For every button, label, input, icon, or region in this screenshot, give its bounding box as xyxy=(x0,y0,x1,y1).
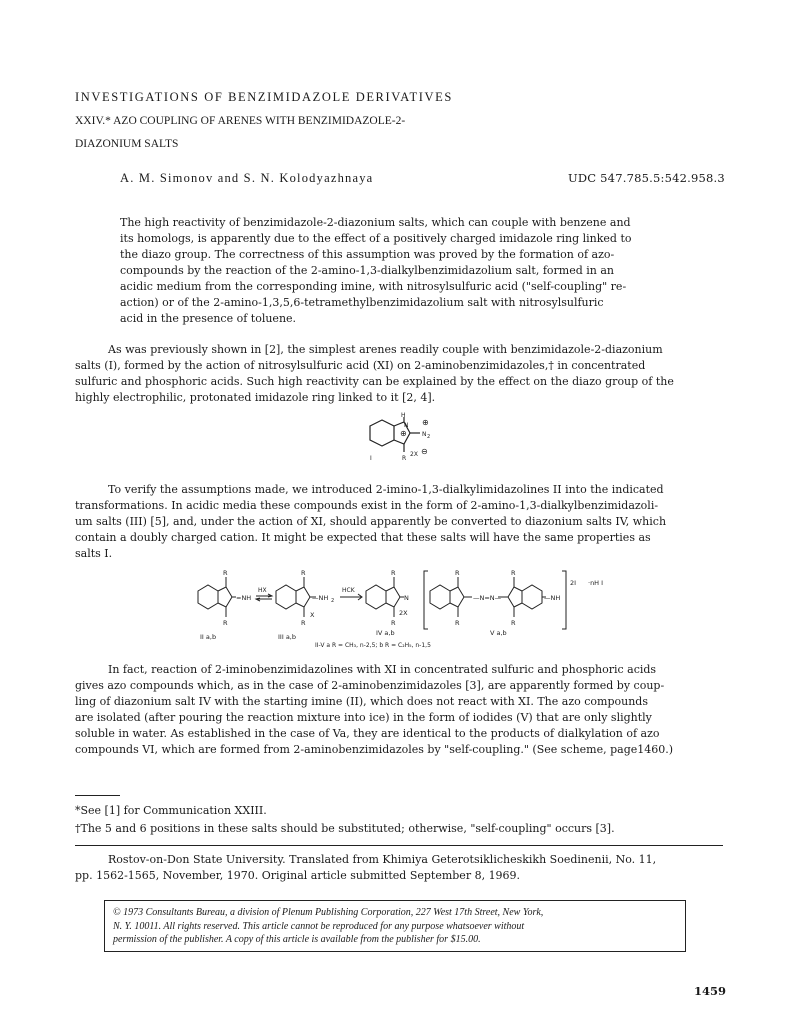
copyright-line: © 1973 Consultants Bureau, a division of Plenum Publishing Corporation, 227 West 17th Street, New York, xyxy=(113,907,544,918)
compound-label-v: V a,b xyxy=(490,629,507,637)
r-label: R xyxy=(402,455,407,462)
r-label: R xyxy=(391,569,396,577)
scheme-legend: II-V a R = CH₃, n-2,5; b R = C₂H₅, n-1,5 xyxy=(315,642,431,649)
plus-charge-icon: ⊕ xyxy=(400,429,407,438)
r-label: R xyxy=(223,619,228,627)
arrow-label-hck: HCK xyxy=(342,587,355,594)
article-title-line1: XXIV.* AZO COUPLING OF ARENES WITH BENZIMIDAZOLE-2- xyxy=(75,115,406,127)
page-number: 1459 xyxy=(694,984,727,998)
body-line: ling of diazonium salt IV with the starting imine (II), which does not react with XI. The azo compounds xyxy=(75,695,648,708)
abstract-line: acid in the presence of toluene. xyxy=(120,312,297,325)
body-line: sulfuric and phosphoric acids. Such high reactivity can be explained by the effect on the diazo group of the xyxy=(75,375,674,388)
affiliation-line: pp. 1562-1565, November, 1970. Original article submitted September 8, 1969. xyxy=(75,869,521,882)
diazo-n-label: N xyxy=(404,594,409,602)
anion-label: 2X xyxy=(410,451,418,458)
affiliation-line: Rostov-on-Don State University. Translated from Khimiya Geterotsiklicheskikh Soedinenii, No. 11, xyxy=(108,853,657,866)
body-line: salts I. xyxy=(75,547,113,560)
body-line: um salts (III) [5], and, under the action of XI, should apparently be converted to diazonium salts IV, which xyxy=(75,515,667,528)
compound-label-iii: III a,b xyxy=(278,633,296,641)
r-label: R xyxy=(455,619,460,627)
footnote: †The 5 and 6 positions in these salts should be substituted; otherwise, "self-coupling" occurs [3]. xyxy=(75,822,615,835)
abstract-line: The high reactivity of benzimidazole-2-diazonium salts, which can couple with benzene and xyxy=(120,216,631,229)
r-label: R xyxy=(455,569,460,577)
arrow-label-hx: HX xyxy=(258,587,267,594)
body-paragraph-1 xyxy=(75,342,723,406)
footnotes xyxy=(75,803,715,836)
structure-i-diagram xyxy=(360,412,450,474)
authors: A. M. Simonov and S. N. Kolodyazhnaya xyxy=(120,171,374,185)
body-line: gives azo compounds which, as in the case of 2-aminobenzimidazoles [3], are apparently formed by coup- xyxy=(75,679,665,692)
copyright-line: N. Y. 10011. All rights reserved. This article cannot be reproduced for any purpose whatsoever without xyxy=(113,920,525,932)
anion-label: X xyxy=(310,611,315,619)
copyright-box xyxy=(104,900,686,952)
n-label: N xyxy=(404,422,409,429)
anion-label: 2X xyxy=(399,609,408,617)
body-line: As was previously shown in [2], the simplest arenes readily couple with benzimidazole-2-diazonium xyxy=(108,343,663,356)
body-line: To verify the assumptions made, we introduced 2-imino-1,3-dialkylimidazolines II into the indicated xyxy=(108,483,664,496)
body-line: are isolated (after pouring the reaction mixture into ice) in the form of iodides (V) that are only slightly xyxy=(75,711,652,724)
article-title-line2: DIAZONIUM SALTS xyxy=(75,138,179,150)
footnote: *See [1] for Communication XXIII. xyxy=(75,804,267,817)
solvate-label: ·nH I xyxy=(588,579,604,587)
n2-label: N xyxy=(422,431,427,438)
r-label: R xyxy=(511,619,516,627)
body-line: highly electrophilic, protonated imidazole ring linked to it [2, 4]. xyxy=(75,391,436,404)
abstract-line: the diazo group. The correctness of this assumption was proved by the formation of azo- xyxy=(120,248,615,261)
r-label: R xyxy=(301,569,306,577)
body-line: In fact, reaction of 2-iminobenzimidazolines with XI in concentrated sulfuric and phosphoric acids xyxy=(108,663,657,676)
body-paragraph-3 xyxy=(75,662,723,758)
imine-label: =NH xyxy=(236,594,252,602)
abstract xyxy=(120,215,685,327)
body-line: soluble in water. As established in the case of Va, they are identical to the products of dialkylation of azo xyxy=(75,727,660,740)
r-label: R xyxy=(223,569,228,577)
r-label: R xyxy=(391,619,396,627)
body-line: transformations. In acidic media these compounds exist in the form of 2-amino-1,3-dialkylbenzimidazoli- xyxy=(75,499,659,512)
compound-label-ii: II a,b xyxy=(200,633,217,641)
udc-code: UDC 547.785.5:542.958.3 xyxy=(568,171,725,185)
compound-ii-structure xyxy=(198,577,236,617)
abstract-line: compounds by the reaction of the 2-amino-1,3-dialkylbenzimidazolium salt, formed in an xyxy=(120,264,614,277)
benzimidazole-ring xyxy=(370,417,420,452)
abstract-line: action) or of the 2-amino-1,3,5,6-tetramethylbenzimidazolium salt with nitrosylsulfuric xyxy=(120,296,604,309)
r-label: R xyxy=(511,569,516,577)
body-paragraph-2 xyxy=(75,482,723,562)
series-title: INVESTIGATIONS OF BENZIMIDAZOLE DERIVATIVES xyxy=(75,90,453,104)
body-line: salts (I), formed by the action of nitrosylsulfuric acid (XI) on 2-aminobenzimidazoles,† in concentrated xyxy=(75,359,646,372)
h-label: H xyxy=(401,412,406,419)
footnote-rule xyxy=(75,795,120,796)
amine-label: —NH xyxy=(312,594,329,602)
bracket-left xyxy=(424,571,428,629)
azo-label: —N=N— xyxy=(473,594,502,602)
body-line: contain a doubly charged cation. It might be expected that these salts will have the same properties as xyxy=(75,531,651,544)
compound-label-i: I xyxy=(370,455,372,462)
subscript-2: 2 xyxy=(331,598,335,604)
bracket-right xyxy=(562,571,566,629)
compound-label-iv: IV a,b xyxy=(376,629,395,637)
affiliation-rule xyxy=(75,845,723,846)
copyright-line: permission of the publisher. A copy of this article is available from the publisher for $15.00. xyxy=(113,934,481,945)
affiliation xyxy=(75,852,723,884)
reaction-scheme xyxy=(190,563,630,653)
subscript-2: 2 xyxy=(427,434,431,440)
plus-charge-icon: ⊕ xyxy=(422,418,429,427)
minus-charge-icon: ⊖ xyxy=(421,447,428,456)
product-charge-label: 2I xyxy=(570,579,577,587)
abstract-line: its homologs, is apparently due to the effect of a positively charged imidazole ring linked to xyxy=(120,232,632,245)
body-line: compounds VI, which are formed from 2-aminobenzimidazoles by "self-coupling." (See scheme, page1460.) xyxy=(75,743,674,756)
amine-label: —NH xyxy=(544,594,561,602)
abstract-line: acidic medium from the corresponding imine, with nitrosylsulfuric acid ("self-coupling" re- xyxy=(120,280,627,293)
r-label: R xyxy=(301,619,306,627)
